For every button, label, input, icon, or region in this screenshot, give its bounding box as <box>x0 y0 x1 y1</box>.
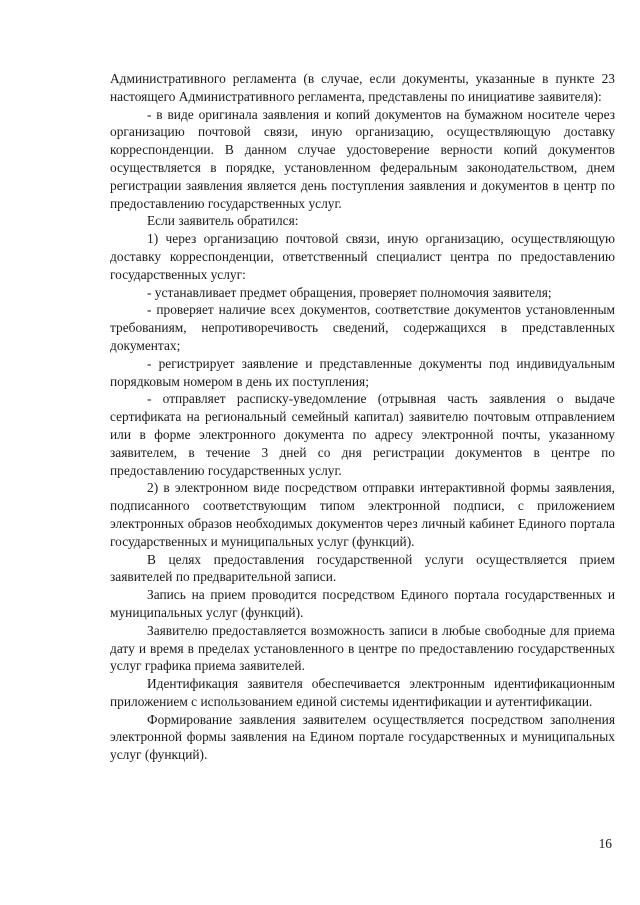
paragraph-if-applicant: Если заявитель обратился: <box>147 213 299 229</box>
paragraph-postal-item: 1) через организацию почтовой связи, иную организацию, осуществляющую доставку корреспонденции, ответственный специалист центра по предоставлению государственных услуг: <box>110 231 615 282</box>
document-body <box>110 70 615 764</box>
paragraph-identification: Идентификация заявителя обеспечивается электронным идентификационным приложением с использованием единой системы идентификации и аутентификации. <box>110 676 615 709</box>
page-number: 16 <box>598 836 612 851</box>
paragraph-send-receipt: - отправляет расписку-уведомление (отрывная часть заявления о выдаче сертификата на региональный семейный капитал) заявителю почтовым отправлением или в форме электронного документа по адресу электронной почты, указанному заявителем, в течение 3 дней со дня регистрации документов в центре по предоставлению государственных услуг. <box>110 391 615 478</box>
paragraph-form-filling: Формирование заявления заявителем осуществляется посредством заполнения электронной формы заявления на Едином портале государственных и муниципальных услуг (функций). <box>110 711 615 763</box>
paragraph-check-documents: - проверяет наличие всех документов, соответствие документов установленным требованиям, непротиворечивость сведений, содержащихся в представленных документах; <box>110 302 615 353</box>
paragraph-appointment: В целях предоставления государственной услуги осуществляется прием заявителей по предварительной записи. <box>110 551 615 585</box>
paragraph-register-application: - регистрирует заявление и представленные документы под индивидуальным порядковым номером в день их поступления; <box>110 355 615 389</box>
paragraph-establish-subject: - устанавливает предмет обращения, проверяет полномочия заявителя; <box>147 284 552 300</box>
paragraph-paper-submission: - в виде оригинала заявления и копий документов на бумажном носителе через организацию почтовой связи, иную организацию, осуществляющую доставку корреспонденции. В данном случае удостоверение верности копий документов осуществляется в порядке, установленном федеральным законодательством, днем регистрации заявления является день поступления заявления и документов в центр по предоставлению государственных услуг. <box>110 106 615 211</box>
paragraph-electronic-form: 2) в электронном виде посредством отправки интерактивной формы заявления, подписанного соответствующим типом электронной подписи, с приложением электронных образов необходимых документов через личный кабинет Единого портала государственных и муниципальных услуг (функций). <box>110 480 615 549</box>
paragraph-booking-portal: Запись на прием проводится посредством Единого портала государственных и муниципальных услуг (функций). <box>110 587 615 620</box>
paragraph-free-slots: Заявителю предоставляется возможность записи в любые свободные для приема дату и время в пределах установленного в центре по предоставлению государственных услуг графика приема заявителей. <box>110 622 615 674</box>
paragraph-continuation: Административного регламента (в случае, если документы, указанные в пункте 23 настоящего Административного регламента, представлены по инициативе заявителя): <box>110 71 615 104</box>
